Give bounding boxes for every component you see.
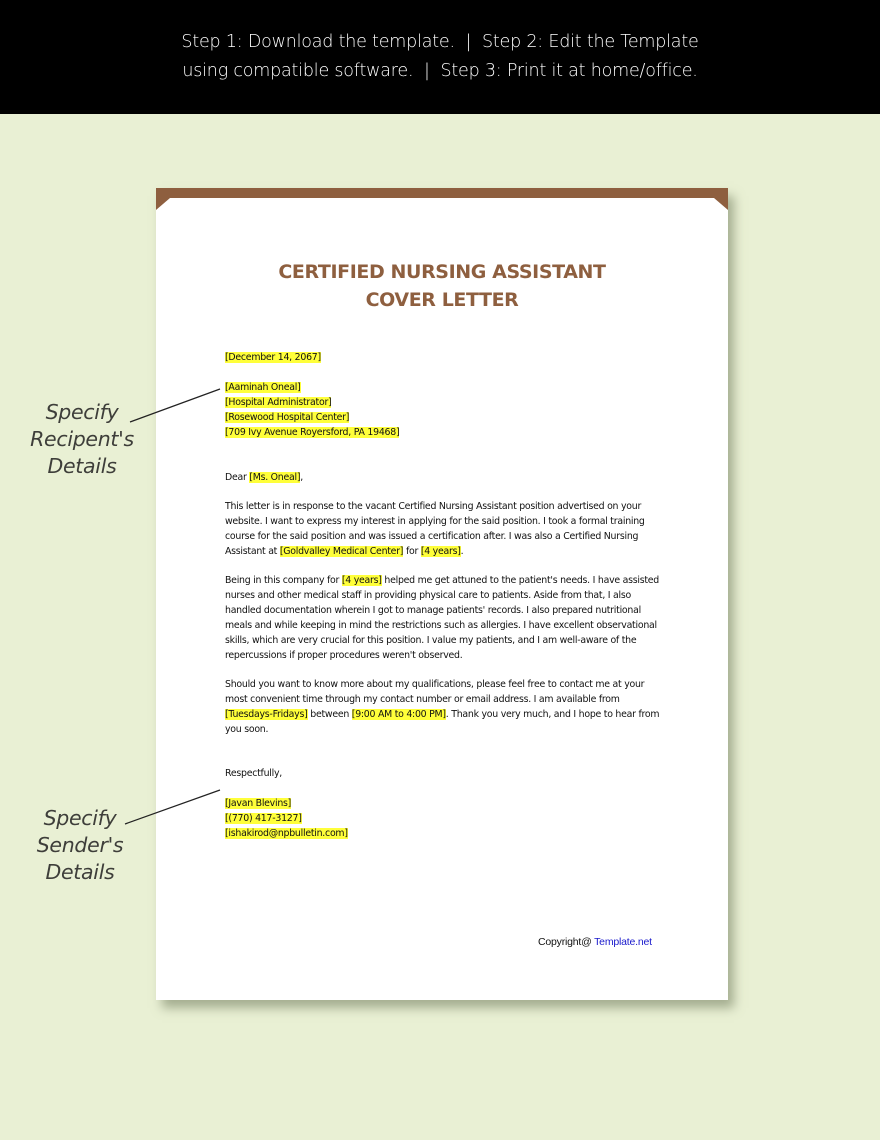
paragraph-2-text-b: helped me get attuned to the patient's needs. I have assisted nurses and other medical staff in providing physical care to patients. Aside from that, I also handled documentation wherein I got to manage patients' records. I also prepared nutritional meals and while keeping in mind the restrictions such as allergies. I have excellent observational skills, which are very crucial for this position. I value my patients, and I am well-aware of the repercussions if proper procedures weren't observed. [225, 575, 660, 661]
callout-sender-line-1: Specify [43, 806, 117, 830]
recipient-block [225, 380, 665, 440]
salutation [225, 470, 665, 485]
callout-recipient-line-1: Specify [45, 400, 119, 424]
page-top-band [156, 188, 728, 210]
title-line-1: CERTIFIED NURSING ASSISTANT [278, 261, 606, 283]
paragraph-1-text-a: This letter is in response to the vacant Certified Nursing Assistant position advertised on your website. I want to express my interest in applying for the said position. I took a formal training course for the said position and was issued a certification after. I was also a Certified Nursing Assistant at [225, 501, 645, 557]
recipient-address-field[interactable]: [709 Ivy Avenue Royersford, PA 19468] [225, 427, 400, 438]
sender-name-field[interactable]: [Javan Blevins] [225, 798, 292, 809]
callout-recipient-line-2: Recipent's [30, 427, 134, 451]
paragraph-3 [225, 677, 665, 737]
sender-email-field[interactable]: [ishakirod@npbulletin.com] [225, 828, 348, 839]
paragraph-1 [225, 499, 665, 559]
date-field[interactable]: [December 14, 2067] [225, 352, 321, 363]
duration-field-2[interactable]: [4 years] [341, 575, 382, 586]
closing: Respectfully, [225, 768, 283, 779]
recipient-title-field[interactable]: [Hospital Administrator] [225, 397, 332, 408]
callout-sender-details [16, 805, 144, 886]
availability-hours-field[interactable]: [9:00 AM to 4:00 PM] [351, 709, 446, 720]
copyright-label: Copyright@ [538, 936, 595, 948]
letter-page [156, 188, 728, 1000]
template-net-link[interactable]: Template.net [594, 936, 652, 948]
salutation-suffix: , [300, 472, 303, 483]
instructions-line-2: using compatible software. | Step 3: Print it at home/office. [182, 61, 698, 81]
paragraph-3-text-a: Should you want to know more about my qualifications, please feel free to contact me at your most convenient time through my contact number or email address. I am available from [225, 679, 645, 705]
paragraph-2-text-a: Being in this company for [225, 575, 342, 586]
recipient-name-field[interactable]: [Aaminah Oneal] [225, 382, 301, 393]
title-line-2: COVER LETTER [365, 289, 519, 311]
employer-field[interactable]: [Goldvalley Medical Center] [279, 546, 404, 557]
letter-body [225, 350, 665, 841]
availability-days-field[interactable]: [Tuesdays-Fridays] [225, 709, 308, 720]
copyright-notice [538, 936, 652, 948]
duration-field[interactable]: [4 years] [420, 546, 461, 557]
paragraph-3-text-b: between [307, 709, 352, 720]
callout-sender-line-2: Sender's [36, 833, 124, 857]
instructions-banner [0, 0, 880, 114]
paragraph-3-text-c: . Thank you very much, and I hope to hear from you soon. [225, 709, 660, 735]
paragraph-1-text-c: . [460, 546, 464, 557]
salutation-name-field[interactable]: [Ms. Oneal] [249, 472, 301, 483]
salutation-prefix: Dear [225, 472, 250, 483]
instructions-line-1: Step 1: Download the template. | Step 2: Edit the Template [181, 32, 699, 52]
paragraph-2 [225, 573, 665, 663]
callout-sender-line-3: Details [45, 860, 115, 884]
sender-phone-field[interactable]: [(770) 417-3127] [225, 813, 302, 824]
paragraph-1-text-b: for [403, 546, 421, 557]
sender-block [225, 796, 665, 841]
callout-recipient-details [16, 399, 148, 480]
document-title [156, 258, 728, 314]
callout-recipient-line-3: Details [47, 454, 117, 478]
recipient-organization-field[interactable]: [Rosewood Hospital Center] [225, 412, 350, 423]
